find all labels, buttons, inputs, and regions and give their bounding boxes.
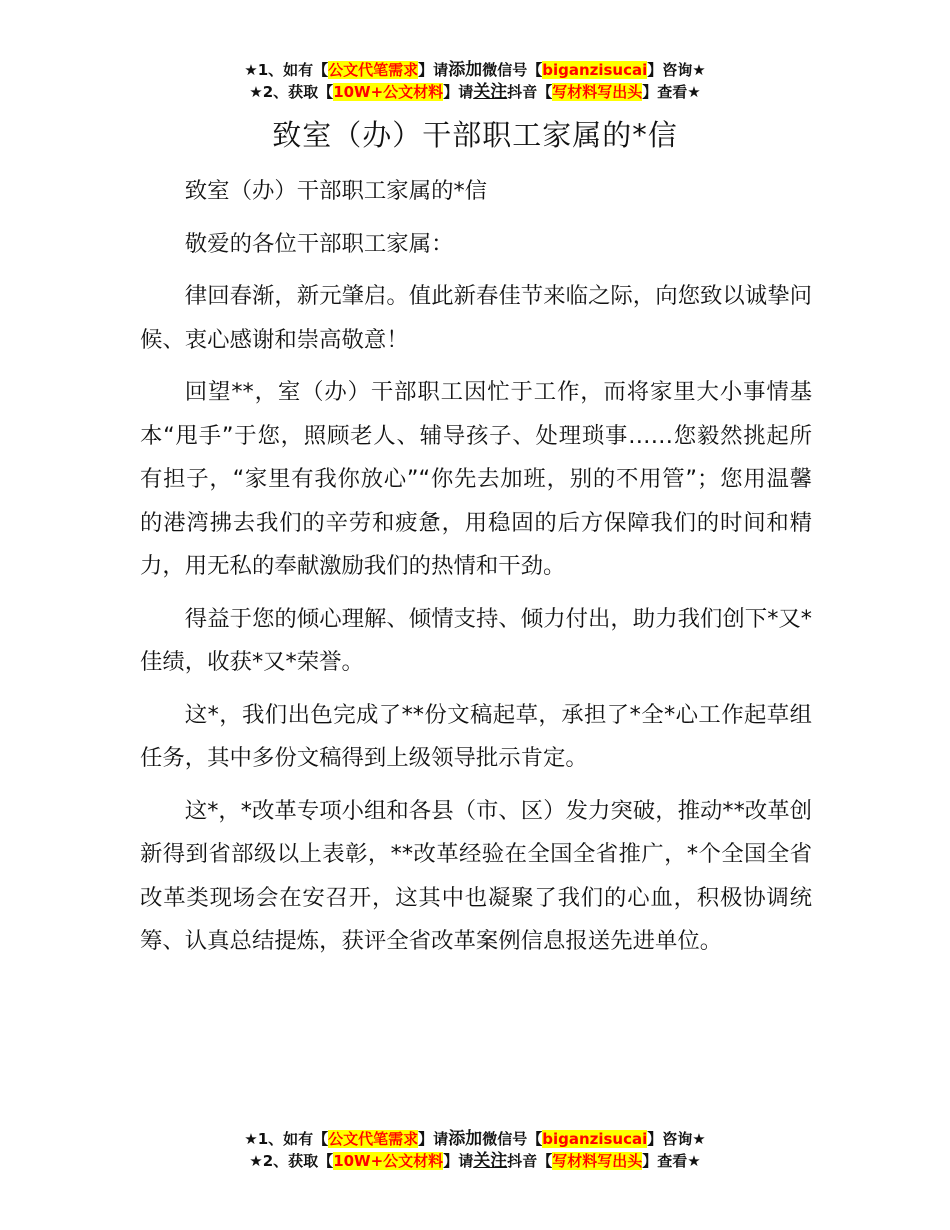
banner-text: 微信号【	[482, 61, 543, 79]
banner-text: 】咨询★	[647, 61, 706, 79]
banner-highlight: 写材料写出头	[552, 1152, 643, 1170]
banner-highlight: biganzisucai	[542, 1130, 648, 1148]
banner-highlight: 写材料写出头	[552, 83, 643, 101]
paragraph: 律回春渐，新元肇启。值此新春佳节来临之际，向您致以诚挚问候、衷心感谢和崇高敬意！	[140, 283, 812, 353]
banner-text: 】查看★	[642, 1152, 701, 1170]
paragraph: 这*，*改革专项小组和各县（市、区）发力突破，推动**改革创新得到省部级以上表彰，**改革经验在全国全省推广，*个全国全省改革类现场会在安召开，这其中也凝聚了我们的心血，积极协调统筹、认真总结提炼，获评全省改革案例信息报送先进单位。	[140, 797, 812, 954]
banner-line-1	[0, 1128, 950, 1150]
banner-highlight: 公文代笔需求	[328, 1130, 419, 1148]
banner-text: ★2、获取【	[249, 1152, 334, 1170]
paragraph: 回望**，室（办）干部职工因忙于工作，而将家里大小事情基本“甩手”于您，照顾老人、辅导孩子、处理琐事……您毅然挑起所有担子，“家里有我你放心”“你先去加班，别的不用管”；您用温馨的港湾拂去我们的辛劳和疲惫，用稳固的后方保障我们的时间和精力，用无私的奉献激励我们的热情和干劲。	[140, 379, 812, 579]
banner-line-1	[0, 59, 950, 81]
banner-text: 】请	[443, 1152, 474, 1170]
banner-highlight: 10W+公文材料	[333, 83, 444, 101]
banner-text: 】查看★	[642, 83, 701, 101]
banner-text: ★2、获取【	[249, 83, 334, 101]
banner-text: 抖音【	[507, 1152, 553, 1170]
footer-banner	[0, 1128, 950, 1172]
banner-highlight: biganzisucai	[542, 61, 648, 79]
document-body	[140, 170, 812, 973]
banner-text: 】咨询★	[647, 1130, 706, 1148]
paragraph: 这*，我们出色完成了**份文稿起草，承担了*全*心工作起草组任务，其中多份文稿得到上级领导批示肯定。	[140, 701, 812, 771]
document-title: 致室（办）干部职工家属的*信	[272, 118, 678, 152]
banner-emphasis: 添加	[448, 60, 483, 80]
banner-line-2	[0, 1150, 950, 1172]
paragraph: 敬爱的各位干部职工家属：	[184, 230, 454, 257]
banner-text: ★1、如有【	[244, 1130, 329, 1148]
banner-emphasis: 关注	[473, 1151, 508, 1171]
banner-text: 】请	[418, 1130, 449, 1148]
banner-highlight: 公文代笔需求	[328, 61, 419, 79]
banner-text: ★1、如有【	[244, 61, 329, 79]
banner-text: 】请	[443, 83, 474, 101]
banner-emphasis: 添加	[448, 1129, 483, 1149]
banner-text: 】请	[418, 61, 449, 79]
header-banner	[0, 59, 950, 103]
banner-highlight: 10W+公文材料	[333, 1152, 444, 1170]
paragraph: 得益于您的倾心理解、倾情支持、倾力付出，助力我们创下*又*佳绩，收获*又*荣誉。	[140, 605, 812, 675]
banner-emphasis: 关注	[473, 82, 508, 102]
banner-line-2	[0, 81, 950, 103]
paragraph: 致室（办）干部职工家属的*信	[184, 178, 488, 204]
banner-text: 微信号【	[482, 1130, 543, 1148]
banner-text: 抖音【	[507, 83, 553, 101]
